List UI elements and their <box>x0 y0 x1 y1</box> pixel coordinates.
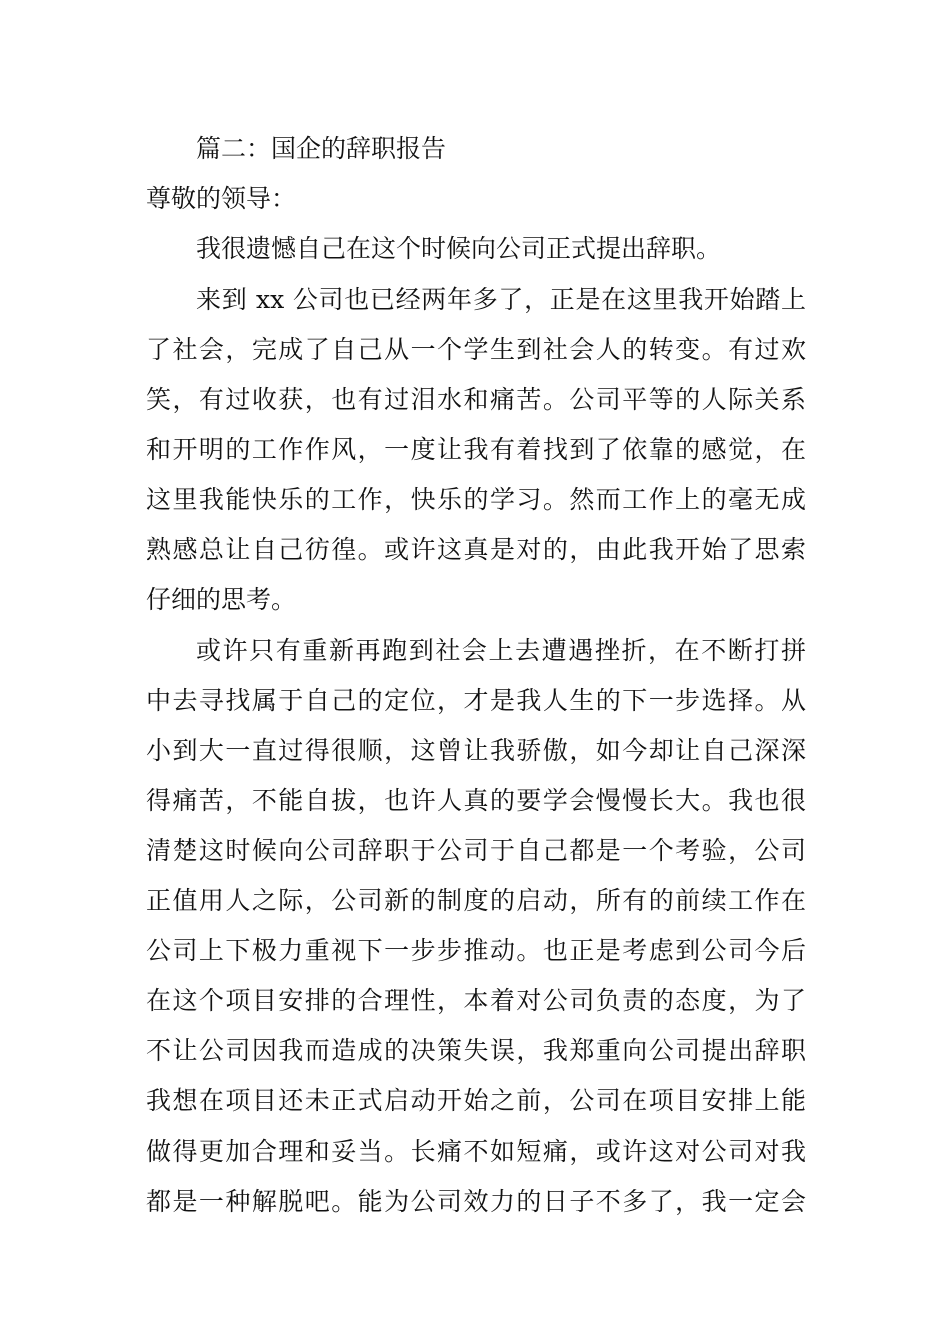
paragraph-2-line: 来到 xx 公司也已经两年多了，正是在这里我开始踏上 <box>196 285 806 314</box>
paragraph-2-line: 仔细的思考。 <box>146 585 297 614</box>
paragraph-2-line: 和开明的工作作风，一度让我有着找到了依靠的感觉，在 <box>146 435 806 464</box>
paragraph-3-line: 中去寻找属于自己的定位，才是我人生的下一步选择。从 <box>146 686 806 715</box>
paragraph-3-line: 在这个项目安排的合理性，本着对公司负责的态度，为了 <box>146 986 806 1015</box>
paragraph-3-line: 都是一种解脱吧。能为公司效力的日子不多了，我一定会 <box>146 1187 806 1216</box>
paragraph-3-line: 正值用人之际，公司新的制度的启动，所有的前续工作在 <box>146 886 806 915</box>
paragraph-3-line: 得痛苦，不能自拔，也许人真的要学会慢慢长大。我也很 <box>146 786 806 815</box>
paragraph-3-line: 我想在项目还未正式启动开始之前，公司在项目安排上能 <box>146 1086 806 1115</box>
paragraph-2-line: 这里我能快乐的工作，快乐的学习。然而工作上的毫无成 <box>146 485 806 514</box>
paragraph-3-line: 小到大一直过得很顺，这曾让我骄傲，如今却让自己深深 <box>146 736 806 765</box>
paragraph-1-line: 我很遗憾自己在这个时候向公司正式提出辞职。 <box>196 234 722 263</box>
salutation: 尊敬的领导： <box>146 184 297 213</box>
paragraph-3-line: 或许只有重新再跑到社会上去遭遇挫折，在不断打拼 <box>196 636 806 665</box>
paragraph-3-line: 不让公司因我而造成的决策失误，我郑重向公司提出辞职 <box>146 1036 806 1065</box>
paragraph-3-line: 清楚这时候向公司辞职于公司于自己都是一个考验，公司 <box>146 836 806 865</box>
paragraph-3-line: 做得更加合理和妥当。长痛不如短痛，或许这对公司对我 <box>146 1137 806 1166</box>
paragraph-2-line: 熟感总让自己彷徨。或许这真是对的，由此我开始了思索 <box>146 535 806 564</box>
paragraph-2-line: 笑，有过收获，也有过泪水和痛苦。公司平等的人际关系 <box>146 385 806 414</box>
paragraph-2-line: 了社会，完成了自己从一个学生到社会人的转变。有过欢 <box>146 335 806 364</box>
paragraph-3-line: 公司上下极力重视下一步步推动。也正是考虑到公司今后 <box>146 936 806 965</box>
document-title: 篇二：国企的辞职报告 <box>196 134 447 163</box>
